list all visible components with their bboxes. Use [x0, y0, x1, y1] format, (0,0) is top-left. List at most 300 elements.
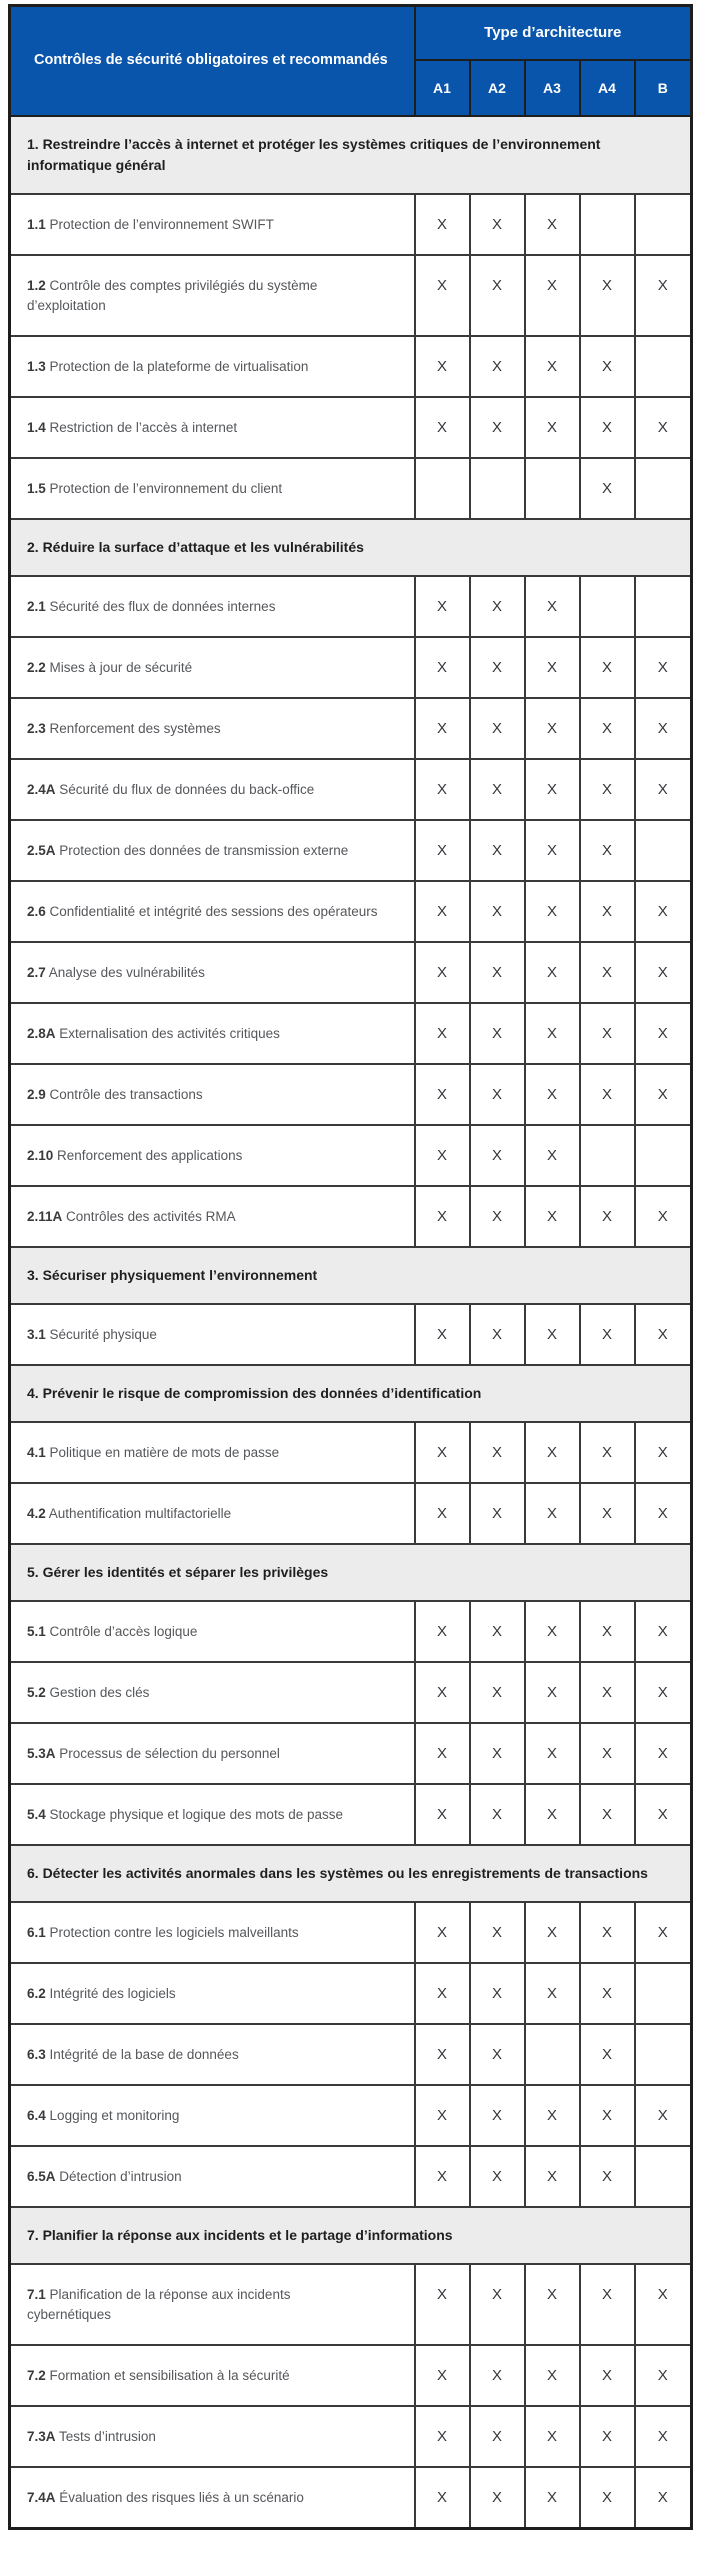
architecture-mark-cell: [470, 458, 525, 519]
control-number: 1.2: [27, 277, 46, 293]
control-row: [10, 1784, 692, 1845]
architecture-mark-cell: X: [415, 1601, 470, 1662]
architecture-mark-cell: X: [415, 2345, 470, 2406]
control-row: [10, 2264, 692, 2345]
architecture-mark-cell: X: [580, 1483, 635, 1544]
control-name: Protection contre les logiciels malveillants: [49, 1924, 299, 1940]
control-name: Contrôle des transactions: [49, 1086, 203, 1102]
control-label-cell: [10, 1902, 415, 1963]
section-header-row: [10, 519, 692, 576]
architecture-mark-cell: X: [525, 759, 580, 820]
control-label-cell: [10, 1784, 415, 1845]
control-label-cell: [10, 1064, 415, 1125]
controls-column-header: Contrôles de sécurité obligatoires et recommandés: [10, 6, 415, 116]
architecture-mark-cell: X: [415, 1902, 470, 1963]
control-row: [10, 637, 692, 698]
control-row: [10, 2345, 692, 2406]
control-label-cell: [10, 1125, 415, 1186]
architecture-mark-cell: X: [580, 397, 635, 458]
control-row: [10, 942, 692, 1003]
section-title: 3. Sécuriser physiquement l’environnement: [10, 1247, 692, 1304]
architecture-mark-cell: X: [415, 1483, 470, 1544]
architecture-mark-cell: X: [580, 2345, 635, 2406]
control-number: 2.2: [27, 659, 46, 675]
architecture-mark-cell: X: [470, 1304, 525, 1365]
control-label-cell: [10, 576, 415, 637]
architecture-mark-cell: X: [635, 2406, 692, 2467]
control-name: Protection de l’environnement SWIFT: [49, 216, 274, 232]
section-header-row: [10, 1845, 692, 1902]
architecture-mark-cell: X: [470, 1902, 525, 1963]
architecture-mark-cell: X: [635, 1902, 692, 1963]
architecture-mark-cell: X: [470, 255, 525, 336]
control-row: [10, 1304, 692, 1365]
architecture-mark-cell: X: [580, 1662, 635, 1723]
architecture-mark-cell: [635, 2146, 692, 2207]
architecture-mark-cell: X: [635, 1784, 692, 1845]
architecture-mark-cell: X: [635, 637, 692, 698]
architecture-mark-cell: X: [525, 576, 580, 637]
control-row: [10, 1601, 692, 1662]
control-name: Confidentialité et intégrité des sessions des opérateurs: [49, 903, 378, 919]
architecture-mark-cell: X: [525, 942, 580, 1003]
control-row: [10, 881, 692, 942]
control-number: 6.1: [27, 1924, 46, 1940]
architecture-mark-cell: X: [470, 2406, 525, 2467]
architecture-mark-cell: X: [470, 194, 525, 255]
column-header-b: B: [635, 60, 692, 116]
control-label-cell: [10, 1723, 415, 1784]
architecture-mark-cell: X: [415, 1304, 470, 1365]
architecture-mark-cell: X: [415, 194, 470, 255]
architecture-mark-cell: X: [415, 2146, 470, 2207]
control-label-cell: [10, 458, 415, 519]
control-row: [10, 820, 692, 881]
architecture-mark-cell: X: [525, 397, 580, 458]
control-name: Contrôles des activités RMA: [66, 1208, 236, 1224]
control-row: [10, 458, 692, 519]
architecture-mark-cell: X: [580, 1186, 635, 1247]
control-row: [10, 397, 692, 458]
control-label-cell: [10, 2264, 415, 2345]
architecture-mark-cell: X: [415, 637, 470, 698]
control-number: 2.3: [27, 720, 46, 736]
control-label-cell: [10, 194, 415, 255]
section-title: 5. Gérer les identités et séparer les privilèges: [10, 1544, 692, 1601]
control-number: 1.3: [27, 358, 46, 374]
architecture-mark-cell: X: [635, 1662, 692, 1723]
control-number: 3.1: [27, 1326, 46, 1342]
architecture-mark-cell: [635, 458, 692, 519]
control-row: [10, 1963, 692, 2024]
control-label-cell: [10, 2467, 415, 2529]
architecture-mark-cell: X: [525, 1003, 580, 1064]
control-name: Protection des données de transmission externe: [59, 842, 349, 858]
control-name: Politique en matière de mots de passe: [49, 1444, 280, 1460]
control-name: Détection d’intrusion: [59, 2168, 182, 2184]
control-row: [10, 1125, 692, 1186]
architecture-mark-cell: X: [525, 194, 580, 255]
architecture-mark-cell: X: [525, 1662, 580, 1723]
control-name: Sécurité du flux de données du back-office: [59, 781, 315, 797]
control-name: Intégrité des logiciels: [49, 1985, 176, 2001]
control-name: Sécurité des flux de données internes: [49, 598, 276, 614]
control-row: [10, 1186, 692, 1247]
control-label-cell: [10, 820, 415, 881]
control-label-cell: [10, 2146, 415, 2207]
architecture-mark-cell: X: [580, 820, 635, 881]
control-name: Processus de sélection du personnel: [59, 1745, 280, 1761]
architecture-mark-cell: X: [635, 1186, 692, 1247]
control-number: 2.5A: [27, 842, 56, 858]
architecture-mark-cell: X: [415, 336, 470, 397]
control-name: Renforcement des applications: [57, 1147, 243, 1163]
controls-matrix-table: [8, 4, 693, 2530]
architecture-mark-cell: X: [635, 1064, 692, 1125]
control-number: 1.4: [27, 419, 46, 435]
architecture-mark-cell: X: [580, 2146, 635, 2207]
control-name: Contrôle d’accès logique: [49, 1623, 198, 1639]
architecture-mark-cell: X: [470, 576, 525, 637]
architecture-mark-cell: X: [415, 1723, 470, 1784]
control-label-cell: [10, 2085, 415, 2146]
control-number: 6.5A: [27, 2168, 56, 2184]
architecture-mark-cell: X: [580, 2264, 635, 2345]
control-label-cell: [10, 2024, 415, 2085]
architecture-mark-cell: X: [525, 255, 580, 336]
control-name: Externalisation des activités critiques: [59, 1025, 280, 1041]
control-label-cell: [10, 637, 415, 698]
control-number: 5.3A: [27, 1745, 56, 1761]
architecture-mark-cell: [580, 576, 635, 637]
control-row: [10, 759, 692, 820]
architecture-mark-cell: [415, 458, 470, 519]
architecture-mark-cell: X: [635, 1304, 692, 1365]
architecture-mark-cell: X: [635, 1422, 692, 1483]
architecture-mark-cell: X: [415, 1003, 470, 1064]
architecture-mark-cell: X: [525, 2146, 580, 2207]
architecture-mark-cell: X: [415, 2024, 470, 2085]
control-label-cell: [10, 942, 415, 1003]
architecture-mark-cell: X: [525, 1601, 580, 1662]
control-row: [10, 1662, 692, 1723]
architecture-mark-cell: X: [580, 1784, 635, 1845]
control-name: Restriction de l’accès à internet: [49, 419, 238, 435]
control-number: 2.8A: [27, 1025, 56, 1041]
architecture-mark-cell: X: [525, 336, 580, 397]
architecture-mark-cell: X: [525, 1064, 580, 1125]
architecture-mark-cell: X: [415, 255, 470, 336]
section-header-row: [10, 2207, 692, 2264]
architecture-mark-cell: X: [415, 1422, 470, 1483]
table-header: [10, 6, 692, 116]
architecture-mark-cell: X: [580, 1963, 635, 2024]
control-number: 6.3: [27, 2046, 46, 2062]
architecture-mark-cell: X: [580, 942, 635, 1003]
control-label-cell: [10, 1186, 415, 1247]
control-row: [10, 1003, 692, 1064]
control-label-cell: [10, 1963, 415, 2024]
architecture-mark-cell: X: [525, 1483, 580, 1544]
control-label-cell: [10, 397, 415, 458]
architecture-mark-cell: X: [580, 458, 635, 519]
architecture-mark-cell: X: [525, 881, 580, 942]
control-number: 2.1: [27, 598, 46, 614]
architecture-mark-cell: X: [470, 942, 525, 1003]
architecture-mark-cell: X: [525, 2085, 580, 2146]
section-header-row: [10, 1247, 692, 1304]
architecture-mark-cell: X: [580, 255, 635, 336]
section-header-row: [10, 116, 692, 194]
architecture-mark-cell: X: [470, 2085, 525, 2146]
architecture-mark-cell: X: [415, 1662, 470, 1723]
architecture-mark-cell: X: [525, 1902, 580, 1963]
architecture-mark-cell: X: [415, 1125, 470, 1186]
architecture-mark-cell: [635, 336, 692, 397]
architecture-mark-cell: X: [415, 1186, 470, 1247]
control-name: Formation et sensibilisation à la sécurité: [49, 2367, 290, 2383]
architecture-mark-cell: X: [525, 1723, 580, 1784]
architecture-mark-cell: X: [635, 759, 692, 820]
control-row: [10, 255, 692, 336]
header-row-top: [10, 6, 692, 60]
architecture-mark-cell: X: [525, 2264, 580, 2345]
control-row: [10, 1902, 692, 1963]
architecture-mark-cell: [525, 458, 580, 519]
control-number: 7.1: [27, 2286, 46, 2302]
architecture-mark-cell: X: [415, 881, 470, 942]
architecture-mark-cell: X: [525, 1422, 580, 1483]
control-number: 5.4: [27, 1806, 46, 1822]
architecture-mark-cell: X: [525, 637, 580, 698]
architecture-mark-cell: X: [470, 1662, 525, 1723]
architecture-mark-cell: [580, 1125, 635, 1186]
control-number: 2.6: [27, 903, 46, 919]
column-header-a3: A3: [525, 60, 580, 116]
architecture-mark-cell: X: [470, 1483, 525, 1544]
control-number: 2.4A: [27, 781, 56, 797]
architecture-mark-cell: X: [525, 2345, 580, 2406]
architecture-mark-cell: X: [415, 759, 470, 820]
control-label-cell: [10, 881, 415, 942]
architecture-mark-cell: X: [470, 1125, 525, 1186]
architecture-mark-cell: X: [470, 2024, 525, 2085]
section-title: 7. Planifier la réponse aux incidents et le partage d’informations: [10, 2207, 692, 2264]
control-number: 4.1: [27, 1444, 46, 1460]
control-number: 2.7: [27, 964, 46, 980]
architecture-mark-cell: X: [580, 1601, 635, 1662]
architecture-mark-cell: X: [580, 1304, 635, 1365]
control-row: [10, 2467, 692, 2529]
architecture-mark-cell: X: [525, 1784, 580, 1845]
architecture-mark-cell: X: [580, 1003, 635, 1064]
control-row: [10, 1483, 692, 1544]
architecture-mark-cell: X: [415, 2264, 470, 2345]
section-title: 6. Détecter les activités anormales dans les systèmes ou les enregistrements de transactions: [10, 1845, 692, 1902]
control-label-cell: [10, 2345, 415, 2406]
control-label-cell: [10, 336, 415, 397]
architecture-mark-cell: X: [470, 820, 525, 881]
architecture-mark-cell: X: [470, 2146, 525, 2207]
architecture-mark-cell: X: [470, 1723, 525, 1784]
architecture-mark-cell: X: [470, 881, 525, 942]
control-number: 1.1: [27, 216, 46, 232]
architecture-mark-cell: X: [525, 1963, 580, 2024]
section-header-row: [10, 1365, 692, 1422]
control-name: Protection de l’environnement du client: [49, 480, 283, 496]
architecture-mark-cell: X: [525, 1186, 580, 1247]
architecture-mark-cell: X: [580, 698, 635, 759]
section-header-row: [10, 1544, 692, 1601]
architecture-mark-cell: X: [635, 1723, 692, 1784]
architecture-mark-cell: [635, 1963, 692, 2024]
architecture-mark-cell: [635, 576, 692, 637]
section-title: 1. Restreindre l’accès à internet et protéger les systèmes critiques de l’environnement informatique général: [10, 116, 692, 194]
control-label-cell: [10, 1304, 415, 1365]
architecture-mark-cell: [635, 1125, 692, 1186]
architecture-mark-cell: X: [470, 1186, 525, 1247]
architecture-mark-cell: X: [470, 2264, 525, 2345]
control-number: 2.9: [27, 1086, 46, 1102]
architecture-mark-cell: X: [635, 2085, 692, 2146]
control-name: Mises à jour de sécurité: [49, 659, 193, 675]
architecture-mark-cell: X: [580, 2406, 635, 2467]
control-label-cell: [10, 255, 415, 336]
architecture-mark-cell: X: [470, 1422, 525, 1483]
architecture-mark-cell: X: [525, 1125, 580, 1186]
architecture-mark-cell: X: [470, 397, 525, 458]
control-name: Évaluation des risques liés à un scénario: [59, 2489, 304, 2505]
architecture-mark-cell: X: [415, 942, 470, 1003]
architecture-mark-cell: X: [415, 1784, 470, 1845]
control-number: 6.2: [27, 1985, 46, 2001]
architecture-mark-cell: X: [415, 397, 470, 458]
architecture-mark-cell: X: [635, 1601, 692, 1662]
architecture-mark-cell: X: [580, 1902, 635, 1963]
column-header-a1: A1: [415, 60, 470, 116]
control-label-cell: [10, 1662, 415, 1723]
control-number: 2.11A: [27, 1208, 63, 1224]
architecture-mark-cell: X: [470, 1601, 525, 1662]
control-row: [10, 1422, 692, 1483]
architecture-mark-cell: X: [415, 2467, 470, 2529]
control-number: 7.3A: [27, 2428, 56, 2444]
control-number: 6.4: [27, 2107, 46, 2123]
control-number: 4.2: [27, 1505, 46, 1521]
architecture-mark-cell: X: [635, 942, 692, 1003]
architecture-mark-cell: [525, 2024, 580, 2085]
architecture-mark-cell: X: [635, 2264, 692, 2345]
architecture-mark-cell: X: [415, 576, 470, 637]
control-label-cell: [10, 759, 415, 820]
control-name: Protection de la plateforme de virtualisation: [49, 358, 309, 374]
section-title: 4. Prévenir le risque de compromission des données d’identification: [10, 1365, 692, 1422]
control-name: Tests d’intrusion: [59, 2428, 156, 2444]
architecture-mark-cell: [635, 820, 692, 881]
control-name: Renforcement des systèmes: [49, 720, 221, 736]
control-name: Sécurité physique: [49, 1326, 157, 1342]
section-title: 2. Réduire la surface d’attaque et les vulnérabilités: [10, 519, 692, 576]
control-name: Logging et monitoring: [49, 2107, 180, 2123]
architecture-mark-cell: [635, 2024, 692, 2085]
architecture-mark-cell: X: [635, 698, 692, 759]
architecture-mark-cell: X: [415, 1064, 470, 1125]
architecture-mark-cell: X: [470, 1784, 525, 1845]
architecture-mark-cell: X: [470, 336, 525, 397]
architecture-mark-cell: X: [470, 1963, 525, 2024]
architecture-mark-cell: X: [580, 759, 635, 820]
architecture-mark-cell: X: [580, 2024, 635, 2085]
architecture-mark-cell: X: [580, 637, 635, 698]
architecture-mark-cell: X: [415, 2406, 470, 2467]
architecture-mark-cell: X: [635, 1483, 692, 1544]
matrix-body: [10, 116, 692, 2529]
control-name: Gestion des clés: [49, 1684, 150, 1700]
architecture-mark-cell: X: [415, 820, 470, 881]
control-number: 2.10: [27, 1147, 54, 1163]
architecture-mark-cell: X: [580, 881, 635, 942]
architecture-mark-cell: [580, 194, 635, 255]
architecture-type-header: Type d’architecture: [415, 6, 692, 60]
control-label-cell: [10, 1483, 415, 1544]
control-row: [10, 2024, 692, 2085]
architecture-mark-cell: X: [580, 336, 635, 397]
architecture-mark-cell: X: [470, 698, 525, 759]
control-row: [10, 194, 692, 255]
control-name: Contrôle des comptes privilégiés du système d’exploitation: [27, 277, 318, 313]
architecture-mark-cell: X: [580, 2085, 635, 2146]
architecture-mark-cell: X: [415, 1963, 470, 2024]
architecture-mark-cell: X: [635, 1003, 692, 1064]
control-row: [10, 2146, 692, 2207]
control-label-cell: [10, 2406, 415, 2467]
control-label-cell: [10, 1003, 415, 1064]
control-name: Planification de la réponse aux incidents cybernétiques: [27, 2286, 291, 2322]
architecture-mark-cell: X: [580, 1064, 635, 1125]
control-number: 5.2: [27, 1684, 46, 1700]
architecture-mark-cell: X: [470, 2345, 525, 2406]
architecture-mark-cell: X: [635, 255, 692, 336]
control-row: [10, 2406, 692, 2467]
architecture-mark-cell: [635, 194, 692, 255]
control-name: Stockage physique et logique des mots de passe: [49, 1806, 343, 1822]
architecture-mark-cell: X: [580, 1422, 635, 1483]
architecture-mark-cell: X: [635, 2467, 692, 2529]
architecture-mark-cell: X: [470, 1064, 525, 1125]
architecture-mark-cell: X: [525, 2406, 580, 2467]
column-header-a2: A2: [470, 60, 525, 116]
architecture-mark-cell: X: [635, 881, 692, 942]
control-row: [10, 698, 692, 759]
control-row: [10, 2085, 692, 2146]
control-row: [10, 1064, 692, 1125]
control-number: 7.2: [27, 2367, 46, 2383]
architecture-mark-cell: X: [525, 1304, 580, 1365]
architecture-mark-cell: X: [415, 698, 470, 759]
architecture-mark-cell: X: [470, 1003, 525, 1064]
control-label-cell: [10, 698, 415, 759]
control-row: [10, 336, 692, 397]
architecture-mark-cell: X: [580, 2467, 635, 2529]
control-label-cell: [10, 1601, 415, 1662]
architecture-mark-cell: X: [470, 637, 525, 698]
architecture-mark-cell: X: [470, 2467, 525, 2529]
architecture-mark-cell: X: [525, 698, 580, 759]
control-name: Intégrité de la base de données: [49, 2046, 239, 2062]
control-number: 7.4A: [27, 2489, 56, 2505]
control-row: [10, 1723, 692, 1784]
architecture-mark-cell: X: [580, 1723, 635, 1784]
